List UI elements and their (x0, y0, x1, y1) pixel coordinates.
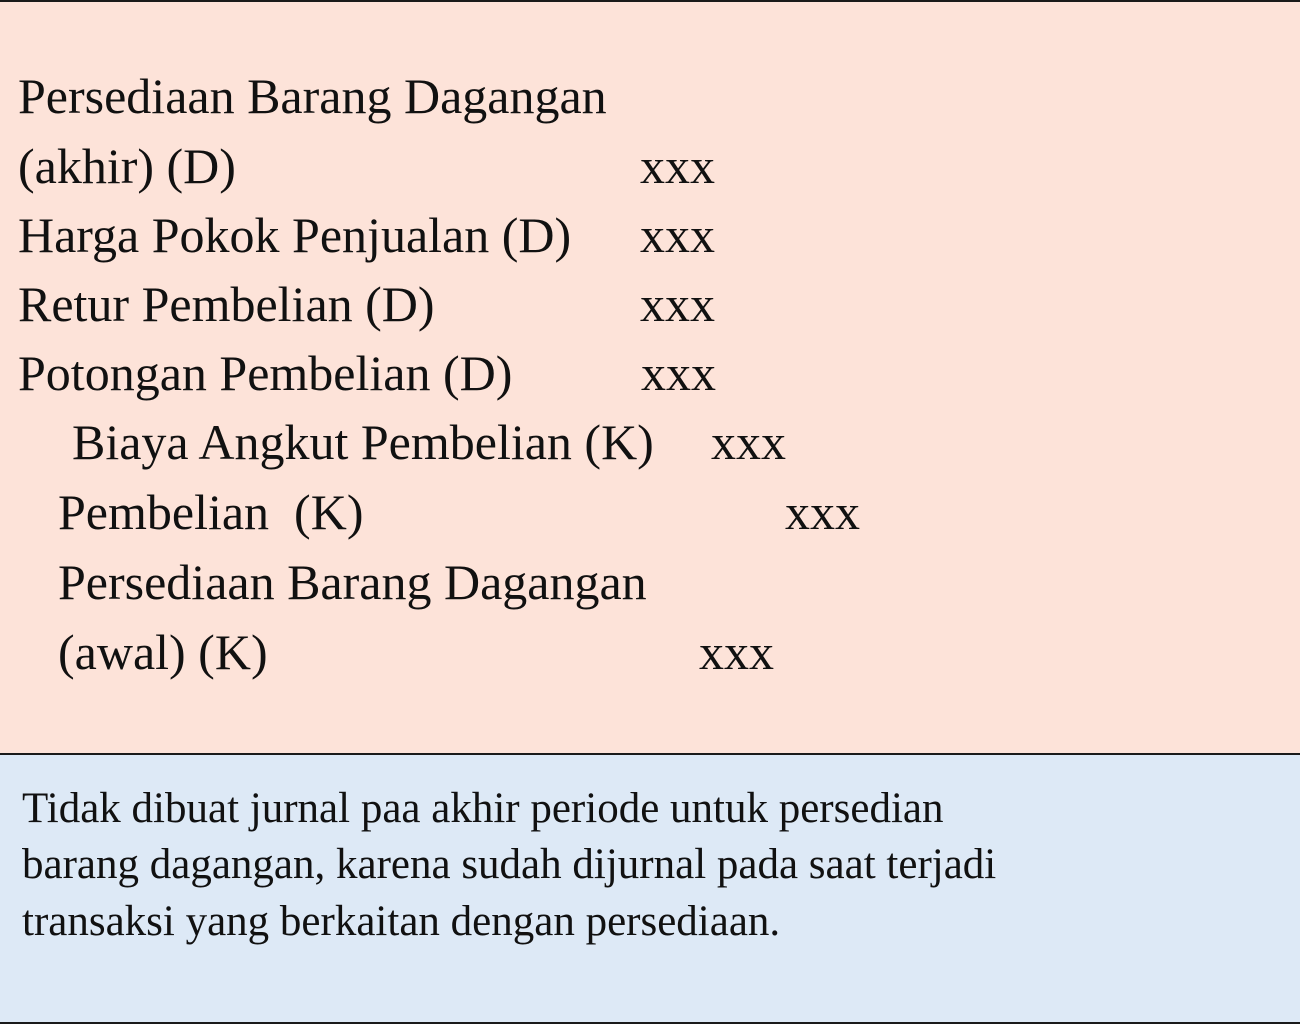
note-line: transaksi yang berkaitan dengan persediaan. (22, 898, 781, 945)
journal-line-label: Pembelian (K) (58, 484, 364, 540)
journal-line-amount: xxx (640, 276, 715, 332)
journal-line-amount: xxx (711, 414, 786, 470)
journal-line-label: (akhir) (D) (18, 138, 236, 194)
journal-line-label: (awal) (K) (58, 624, 268, 680)
journal-line-amount: xxx (640, 207, 715, 263)
journal-line-amount: xxx (640, 138, 715, 194)
journal-line-label: Potongan Pembelian (D) (18, 345, 513, 401)
note-panel (0, 755, 1300, 1024)
journal-line-amount: xxx (641, 345, 716, 401)
journal-line-label: Biaya Angkut Pembelian (K) (72, 414, 654, 470)
journal-line-amount: xxx (785, 484, 860, 540)
journal-line-label: Retur Pembelian (D) (18, 276, 435, 332)
journal-line-label: Persediaan Barang Dagangan (58, 554, 647, 610)
journal-line-label: Harga Pokok Penjualan (D) (18, 207, 572, 263)
note-line: Tidak dibuat jurnal paa akhir periode untuk persedian (22, 785, 944, 832)
journal-line-amount: xxx (699, 624, 774, 680)
note-line: barang dagangan, karena sudah dijurnal pada saat terjadi (22, 841, 997, 888)
journal-line-label: Persediaan Barang Dagangan (18, 68, 607, 124)
